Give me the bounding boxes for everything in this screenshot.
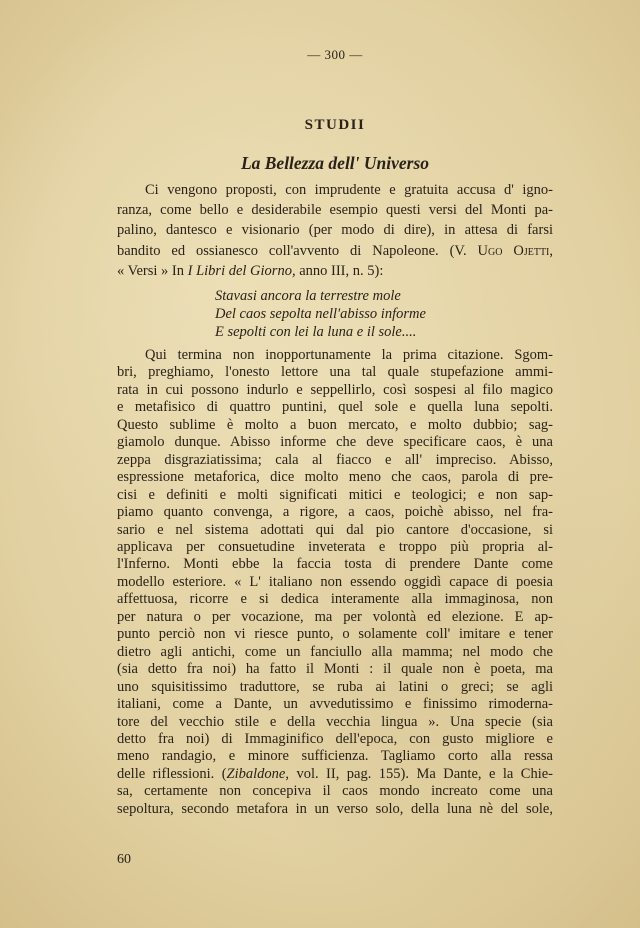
text-line: per natura o per vocazione, ma per volontà ed elezione. E ap- xyxy=(117,608,553,625)
text-line: detto fra noi) di Immaginifico dell'epoca, con gusto migliore e xyxy=(117,730,553,747)
text-run: « Versi » In xyxy=(117,262,188,279)
text-line xyxy=(117,261,553,281)
text-line: e metafisico di quattro puntini, quel sole e quella luna sepolti. xyxy=(117,399,553,416)
verse-quotation xyxy=(215,287,545,341)
text-line: (sia detto fra noi) ha fatto il Monti : il quale non è poeta, ma xyxy=(117,661,553,678)
text-run: , vol. II, pag. 155). Ma Dante, e la Chie- xyxy=(285,765,553,782)
text-line: uno squisitissimo traduttore, se ruba ai latini o greci; se agli xyxy=(117,678,553,695)
text-run: , xyxy=(549,242,554,259)
text-line: Stavasi ancora la terrestre mole xyxy=(215,288,401,304)
text-line: tore del vecchio stile e della vecchia lingua ». Una specie (sia xyxy=(117,713,553,730)
section-heading: STUDII xyxy=(304,117,366,133)
italic-text: I Libri del Giorno, xyxy=(187,262,296,279)
text-line: punto perciò non vi riesce punto, o solamente coll' imitare e tener xyxy=(117,626,553,643)
text-line: modello esteriore. « L' italiano non essendo oggidì capace di poesia xyxy=(117,573,553,590)
text-line: sario e nel sistema adottati qui dal pio cantore d'occasione, si xyxy=(117,521,553,538)
text-line: sepoltura, secondo metafora in un verso solo, della luna nè del sole, xyxy=(117,800,553,817)
page-folio-number: 60 xyxy=(117,852,131,867)
text-line: piamo quanto convenga, a rigore, a caos, poichè abisso, nel fra- xyxy=(117,504,553,521)
text-line: cisi e definiti e molti significati mitici e teologici; e non sap- xyxy=(117,486,553,503)
text-line: espressione metaforica, dice molto meno che caos, parola di pre- xyxy=(117,469,553,486)
paragraph xyxy=(117,180,553,281)
text-line: affettuosa, ricorre e si dedica interamente alla immaginosa, non xyxy=(117,591,553,608)
text-line: italiani, come a Dante, un avvedutissimo e finissimo rimoderna- xyxy=(117,696,553,713)
text-line: applicava per consuetudine inveterata e troppo più propria al- xyxy=(117,538,553,555)
text-line: sa, certamente non concepiva il caos mondo increato come una xyxy=(117,783,553,800)
italic-text: Zibaldone xyxy=(226,765,286,782)
text-line: Qui termina non inopportunamente la prima citazione. Sgom- xyxy=(145,347,553,363)
text-line: Del caos sepolta nell'abisso informe xyxy=(215,306,426,322)
text-line: rata in cui possono indurlo e seppellirlo, così sospesi al filo magico xyxy=(117,381,553,398)
text-line: giamolo dunque. Abisso informe che deve specificare caos, è una xyxy=(117,434,553,451)
text-line: palino, dantesco e visionario (per modo di dire), in attesa di farsi xyxy=(117,222,553,239)
text-line: Ci vengono proposti, con imprudente e gratuita accusa d' igno- xyxy=(145,182,553,198)
page-header-number: — 300 — xyxy=(307,47,363,62)
text-line: ranza, come bello e desiderabile esempio questi versi del Monti pa- xyxy=(117,202,553,219)
paragraph xyxy=(117,347,553,818)
article-title: La Bellezza dell' Universo xyxy=(240,153,430,173)
text-line: zeppa disgraziatissima; cala al fiacco e all' impreciso. Abisso, xyxy=(117,451,553,468)
text-line: Questo sublime è molto a buon mercato, e molto dubbio; sag- xyxy=(117,416,553,433)
text-line: l'Inferno. Monti ebbe la faccia tosta di prendere Dante come xyxy=(117,556,553,573)
text-line: E sepolti con lei la luna e il sole.... xyxy=(215,324,417,340)
text-line: dietro agli antichi, come un fanciullo alla mamma; nel modo che xyxy=(117,643,553,660)
text-line xyxy=(117,766,553,783)
text-line: bri, preghiamo, l'onesto lettore una tal quale stupefazione ammi- xyxy=(117,364,553,381)
text-run: anno III, n. 5): xyxy=(295,262,384,279)
text-run: delle riflessioni. ( xyxy=(117,765,227,782)
text-line xyxy=(117,241,553,261)
text-line: meno randagio, e minore sufficienza. Tagliamo corto alla ressa xyxy=(117,748,553,765)
text-run: bandito ed ossianesco coll'avvento di Napoleone. (V. xyxy=(117,242,478,259)
smallcaps-text: Ugo Ojetti xyxy=(477,242,550,259)
